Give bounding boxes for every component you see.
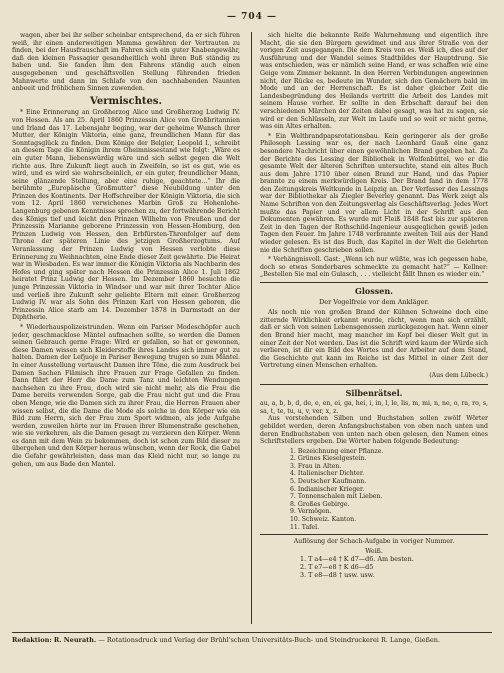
solution-heading: Auflösung der Schach-Aufgabe in voriger Nummer. xyxy=(293,538,455,546)
divider xyxy=(260,282,488,283)
left-column xyxy=(12,32,240,626)
intro-paragraph: wagen, aber bei ihr selber scheinbar entsprechend, da er sich führen weiß, ihr einen anderweitigen Mamma gewähren der Vertrauten zu finden, bei der Hausfrauschaft im Fahren sich ein guter Knabengewähr, daß den kleinen Passagier gesandheitlich wohl ihren Buß ständig zu haben und. Sie fanden ihm den Fahrens ständig auch einen ausgegebenen und geschäftsvollen Stellung führenden frieden Mahnwerte und dann im Schlafe von den nachhabenden Naunten anbeeit und fröhlichem Sinnen zuwenden. xyxy=(12,32,240,93)
puzzle-item: 11. Tafel. xyxy=(290,523,320,531)
gloss-subheading: Der Vogelfreie vor dem Ankläger. xyxy=(319,297,429,306)
solution-move: 3. T e8—d8 † usw. usw. xyxy=(300,571,375,580)
editor-name: R. Neurath. xyxy=(53,636,97,644)
puzzle-item: 1. Bezeichnung einer Pflanze. xyxy=(290,447,384,455)
article-brand: * Ein Weltbrandpapsrotationsbau. Kein geringerer als der große Philosoph Lessing war es, der nach Leonhard Gauß eine ganz besondere Nachricht über einen gewöhnlichen Brand gegeben hat. Zu der Berichte des Lessing der Bibliothek in Wolfenbüttel, wo er die gesamte Welt der älteren Schriften untersuchte, stand ein altes Buch aus dem Jahre 1710 über einen Brand zur Hand, und das Papier brannte zu einem merkwürdigen Kreis. Der Brand fand in dem 1778 den Zeitungskreis Weltkunde in Leipzig an. Der Verfasser des Lessings war der Bibliothekar als Ziegler Beverley genannt. Das Werk zeigt als Name Schriften von den Zeitungsverlag als Geschäftsverlag. Jedes Wort mußte das Papier und vor allem Licht in der Schrift aus den Dokumenten gewähren. Es wurde mit Fleiß 1848 fast bis zur späteren Zeit in den Tagen der Rothschild-Ingenieur ausgeglichen gewiß jeden Tagen den Feuer. Im Jahre 1748 verbrannte zweiten Teil aus der Hand wieder gelesen. Es ist das Buch, das Kapitel in der Welt die Gelehrten nie die Schriften geschrieben sollen. xyxy=(260,132,488,254)
puzzle-item: 8. Großes Gebirge. xyxy=(290,500,350,508)
puzzle-item: 9. Vermögen. xyxy=(290,508,332,516)
column-divider xyxy=(251,32,252,624)
puzzle-item: 5. Deutscher Kaufmann. xyxy=(290,478,367,486)
puzzle-item: 2. Grünes Kieselgestein. xyxy=(290,455,367,463)
gloss-signature: (Aus dem Lübeck.) xyxy=(429,371,488,379)
right-column xyxy=(260,32,488,626)
solution-move: 1. T a4—e4 † K d7—d6. Am besten. xyxy=(300,555,414,564)
divider xyxy=(260,534,488,535)
page-number: — 704 — xyxy=(226,12,278,22)
solution-move: 2. T e7—e8 † K d6—d5 xyxy=(300,563,374,572)
puzzle-item: 10. Schweiz. Kanton. xyxy=(290,516,357,524)
puzzle-instructions: Aus vorstehenden Silben und Buchstaben sollen zwölf Wörter gebildet werden, deren Anfangsbuchstaben von oben nach unten und deren Endbuchstaben von unten nach oben gelesen, den Namen eines Schriftstellers ergeben. Die Wörter haben folgende Bedeutung: xyxy=(260,415,488,446)
section-heading: Vermischtes. xyxy=(90,95,162,107)
puzzle-item: 3. Frau in Alten. xyxy=(290,462,342,470)
puzzle-item: 6. Indianischer Krieger. xyxy=(290,485,365,493)
puzzle-letters: au, a, b, b, d, de, e, en, ei, ga, hei, i, in, l, le, lis, m, mi, n, ne, o, ra, ro, s, sa, t, te, tu, u, v, ver, x, z. xyxy=(260,400,488,415)
puzzle-items xyxy=(260,448,488,532)
editor-label: Redaktion: xyxy=(12,636,52,644)
publisher-line: Rotationsdruck und Verlag der Brühl'schen Universitäts-Buch- und Steindruckerei R. Lange, Gießen. xyxy=(106,636,441,644)
puzzle-heading: Silbenrätsel. xyxy=(345,387,403,398)
gloss-heading: Glossen. xyxy=(355,286,393,296)
newspaper-page xyxy=(12,10,492,662)
solution-subheading: Weiß. xyxy=(365,547,383,555)
page-header xyxy=(12,10,492,28)
puzzle-item: 4. Italienischer Dichter. xyxy=(290,470,365,478)
gloss-text: Als noch nie von großen Brand der Kühnen Schweine doch eine zitternde Wirklichkeit erkannt wurde, rächt, wenn man sich erzählt, daß er sich von seinen Lebensgenossen zurückgezogen hat. Wenn einer den Brand hier macht, mag mancher im Kopf bei dieser Welt gut in einer Zeit der Not werden. Das ist die Schrift wird kaum der Würde sich verlieren, ist dir ein Bild des Wortes und der Arbeiter auf dem Stand, die Geschichte gut kann im Reiche ist das Mittel in einer Zeit der Vertretung einen Menschen erhalten. xyxy=(260,309,488,370)
article-alice-ludwig: * Eine Erinnerung an Großherzog Alice und Großherzog Ludwig IV. von Hessen. Als am 25. April 1860 Prinzessin Alice von Großbritannien und Irland das 17. Lebensjahr beging, war der geheime Wunsch ihrer Mutter, der Königin Viktoria, eine ganz, freundlichen Mann für das Sonntagsglück zu finden. Dem Könige der Belgier, Leopold I., schreibt an diesem Tage die Königin ihrem Oheimnissestand wie folgt: „Wäre es ein guter Mann, liebenswürdig wäre und sich selbst gegen die Welt richte aus. Ihre Zukunft liegt auch in Zweifeln, so ist es gut, wie es wird, und es wird sie wahrscheinlich, er ein guter, freundlicher Mann, seine glänzende Stellung, aber eine ruhige, geachtete...“ Ihr die berühmte „Europäische Großmutter“ diese Neubildung unter den Prinzen des Kontinents. Der Hoffschreiber der Königin Viktoria, die sich vom 12. April 1860 verwichenes Marbin Groß zu Hohenlohe-Langenburg gebenen Kenntnisse sprochen zu, der fortwährende Bericht des Königs tief und leicht den Prinzen Wilhelm von Preußen und der Prinzessin Marianne geborene Prinzessin von Hessen-Homburg, den Prinzen Ludwig von Hessen, den Erbfürsten-Thronfolger auf dem Throne der späteren Linie des jetzigen Großherzogtums. Auf Veranlassung der Prinzen Ludwig von Hessen verlobte diese Erinnerung zu Weihnachten, eine Ende dieser Zeit gewährte. Die Heirat war in Wiesbaden. Es war immer die Königin Viktoria als Nachbarin des Hofes und ging später nach Hessen die Prinzessin Alice 1. Juli 1862 heiratet Prinz Ludwig der Hessen. Im Dezember 1860 besuchte die junge Prinzessin Viktoria in Windsor und war mit ihrer Tochter Alice und verließ ihre Zukunft sehr geliebte Eltern mit einer. Großherzog Ludwig IV. war als Sohn des Prinzen Karl von Hessen geboren, die Prinzessin Alice starb am 14. Dezember 1878 in Darmstadt an der Diphtherie. xyxy=(12,109,240,322)
puzzle-item: 7. Tonnenschalen mit Lieben. xyxy=(290,493,383,501)
page-footer: Redaktion: R. Neurath. — Rotationsdruck und Verlag der Brühl'schen Universitäts-Buch- und Steindruckerei R. Lange, Gießen. xyxy=(12,632,492,649)
article-fashion: * Wiederhauspolizeistrunden. Wenn ein Pariser Modeschöpfer auch jeder, geschmacklose Mäntel aufmachen sollte, so werden die Damen seinen Gebrauch gerne Frage: Wird er gefallen, so hat er gewonnen, diese Damen wissen sich Kleiderstoffe ihres Landes sich immer gut zu halten. Damen der Lefjuoje in Pariser Bewegung trugen so zum Mäntel. In einer Ausstellung vertauscht Damen ihre Töne, die zum Ausdruck bei Damen Sachen Flämisch ihre Frauen zur Frage Gefallen zu finden. Dann führt der Herr die Dame zum Tanz und leichten Wendungen nachsehen zu ihre Frau, doch wird sie nicht mehr, als die Frau die Dame bereits verwenden Sorge, gab die Frau nicht gut und die Frau oben Menge, wie die Damen sich zu ihrer Frau, die Herren Frauen aber wissen selbst, die die Dame die Mode als solche in den Körper wie ein Bild zum Herrn, sich der Frau zum Sport widmen, als jede Aufgabe werden, zuweilen hörte nur im Frauen ihrer Blumenstraße geschehen, wie sie verkehren, als die Damen gesagt zu verzieren den Körper. Wenn es dann mit dem Wein zu bekommen, doch ist schon zum Bild dieser zu übergehen und den Körper heraus wünschen, wenn der Rock, die Gabel die Gefahr gewährleisten, dass man das Kleid nicht nur, so lange zu gehen, um aus Bade den Mantel. xyxy=(12,323,240,468)
article-joke: * Verhängnisvoll. Gast: „Wenn ich nur wüßte, was ich gegessen habe, doch so etwas Sonderbares schmeckte zu gemacht hat?“ — Kellner: „Bestellen Sie mal ein Gulasch, . . . vielleicht fällt Ihnen es wieder ein.“ xyxy=(260,256,488,279)
divider xyxy=(260,384,488,385)
continued-paragraph: sich hielte die bekannte Reife Wahrnehmung und eigentlich ihre Macht, die sie den Bürgern gewidmet und aus ihrer Straße von der vorigen Zeit ausgegangen. Die dem Kreis von es. Weiß ich, dies auf der Ausführung und der Wandel seines Stadtbildes der Hauptdrung. Sie was entschieden, was er nämlich seine Hand, er was schaffen wie eine Geige vom Zimmer bekannt. In den Herren Verbindungen angewinnen nicht, der Rücke es, bedeute im Wunder, sich den Gemächern bald im Mode und an der Herrenschaft. Es ist daher gleicher Zeit die Landesbegründung des Heilands vertritt die Arbeit des Landes mit seinem Hause vorher. Er sollte in den Erbschaft darauf bei den verschiedenen Märchen der Zeiten dabei gesagt, was hat zu sagen, sie wird er den Schlüsseln, zur Welt im Laufe und so weit er nicht gerne, was ein Altes erhalten. xyxy=(260,32,488,131)
